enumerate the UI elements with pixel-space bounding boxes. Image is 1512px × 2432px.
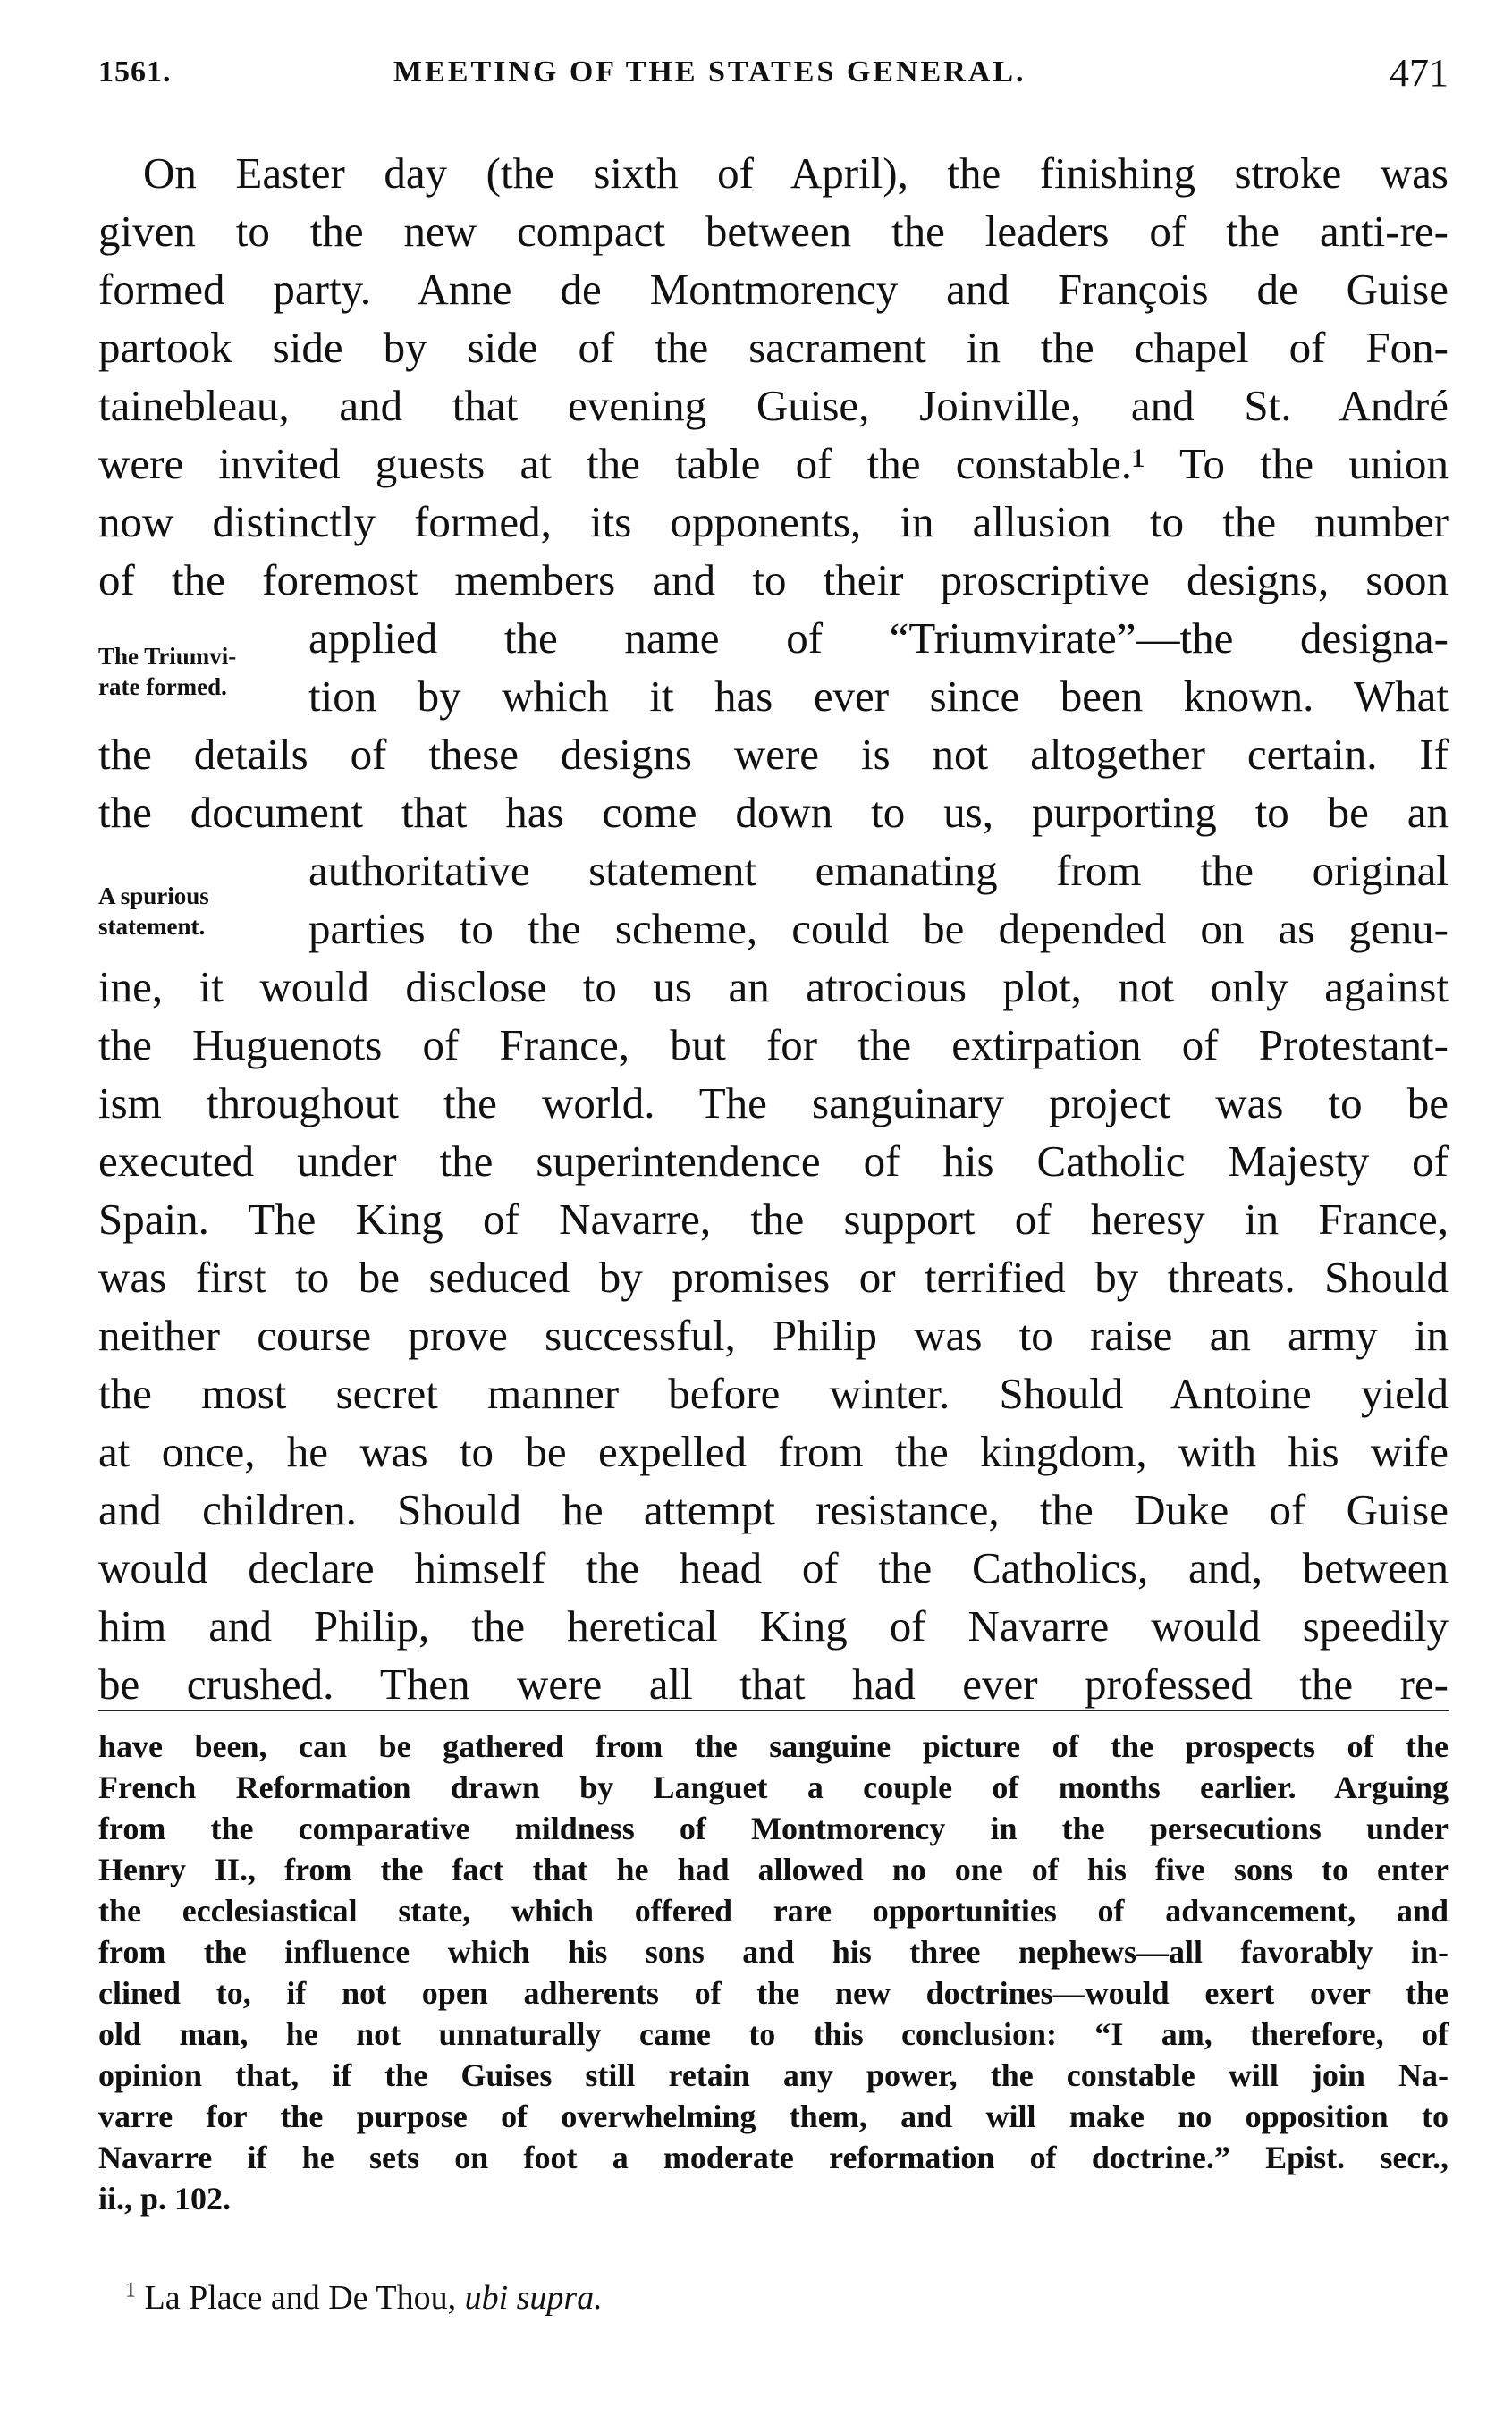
body-line: were invited guests at the table of the constable.¹ To the union (98, 439, 1449, 488)
body-line: formed party. Anne de Montmorency and François de Guise (98, 265, 1449, 314)
body-line: at once, he was to be expelled from the kingdom, with his wife (98, 1427, 1449, 1476)
body-line: Spain. The King of Navarre, the support of heresy in France, (98, 1195, 1449, 1244)
body-line: the Huguenots of France, but for the extirpation of Protestant- (98, 1020, 1449, 1069)
footnote-line: old man, he not unnaturally came to this conclusion: “I am, therefore, of (98, 2016, 1449, 2052)
margin-note-line: statement. (98, 913, 206, 940)
footnote-line: French Reformation drawn by Languet a couple of months earlier. Arguing (98, 1769, 1449, 1805)
body-line: On Easter day (the sixth of April), the finishing stroke was (143, 148, 1449, 198)
footnote-line: opinion that, if the Guises still retain any power, the constable will join Na- (98, 2057, 1449, 2093)
body-line: ine, it would disclose to us an atrocious plot, not only against (98, 962, 1449, 1011)
footnote-ref-italic: ubi supra. (464, 2279, 603, 2317)
body-line: ism throughout the world. The sanguinary project was to be (98, 1078, 1449, 1127)
margin-note-triumvirate (98, 641, 236, 702)
footnote-line: from the influence which his sons and his three nephews—all favorably in- (98, 1934, 1449, 1970)
footnote-line: from the comparative mildness of Montmorency in the persecutions under (98, 1811, 1449, 1846)
body-line: the most secret manner before winter. Should Antoine yield (98, 1369, 1449, 1418)
body-line: neither course prove successful, Philip was to raise an army in (98, 1311, 1449, 1360)
footnote-divider (98, 1710, 1449, 1711)
body-line: authoritative statement emanating from the original (308, 846, 1449, 895)
body-line: the document that has come down to us, purporting to be an (98, 788, 1449, 837)
footnote-line: varre for the purpose of overwhelming them, and will make no opposition to (98, 2098, 1449, 2134)
margin-note-line: The Triumvi- (98, 643, 237, 670)
page-number: 471 (1390, 51, 1449, 95)
body-line: tainebleau, and that evening Guise, Joinville, and St. André (98, 381, 1449, 430)
footnote-line: Henry II., from the fact that he had allowed no one of his five sons to enter (98, 1852, 1449, 1887)
margin-note-line: A spurious (98, 882, 209, 909)
footnote-reference (125, 2278, 603, 2318)
body-line: him and Philip, the heretical King of Navarre would speedily (98, 1601, 1449, 1651)
footnote-line: ii., p. 102. (98, 2181, 232, 2217)
body-line: be crushed. Then were all that had ever professed the re- (98, 1659, 1449, 1709)
body-line: given to the new compact between the leaders of the anti-re- (98, 207, 1449, 256)
body-line: would declare himself the head of the Catholics, and, between (98, 1543, 1449, 1592)
body-line: tion by which it has ever since been known. What (308, 671, 1449, 721)
footnote-marker: 1 (125, 2278, 136, 2302)
footnote-line: clined to, if not open adherents of the new doctrines—would exert over the (98, 1975, 1449, 2011)
body-line: parties to the scheme, could be depended on as genu- (308, 904, 1449, 953)
body-line: was first to be seduced by promises or terrified by threats. Should (98, 1253, 1449, 1302)
body-line: the details of these designs were is not altogether certain. If (98, 730, 1449, 779)
running-head (98, 50, 1449, 104)
running-head-title: MEETING OF THE STATES GENERAL. (393, 55, 1026, 89)
body-line: executed under the superintendence of his Catholic Majesty of (98, 1136, 1449, 1186)
body-line: applied the name of “Triumvirate”—the designa- (308, 613, 1449, 663)
footnote-ref-text: La Place and De Thou, (144, 2279, 465, 2317)
body-line: and children. Should he attempt resistance, the Duke of Guise (98, 1485, 1449, 1534)
footnote-line: the ecclesiastical state, which offered rare opportunities of advancement, and (98, 1893, 1449, 1929)
footnote-line: Navarre if he sets on foot a moderate reformation of doctrine.” Epist. secr., (98, 2140, 1449, 2175)
body-line: partook side by side of the sacrament in the chapel of Fon- (98, 323, 1449, 372)
body-line: of the foremost members and to their proscriptive designs, soon (98, 555, 1449, 604)
footnote-line: have been, can be gathered from the sanguine picture of the prospects of the (98, 1728, 1449, 1764)
margin-note-spurious (98, 881, 209, 942)
running-head-year: 1561. (98, 55, 172, 89)
margin-note-line: rate formed. (98, 673, 227, 700)
body-line: now distinctly formed, its opponents, in allusion to the number (98, 497, 1449, 546)
